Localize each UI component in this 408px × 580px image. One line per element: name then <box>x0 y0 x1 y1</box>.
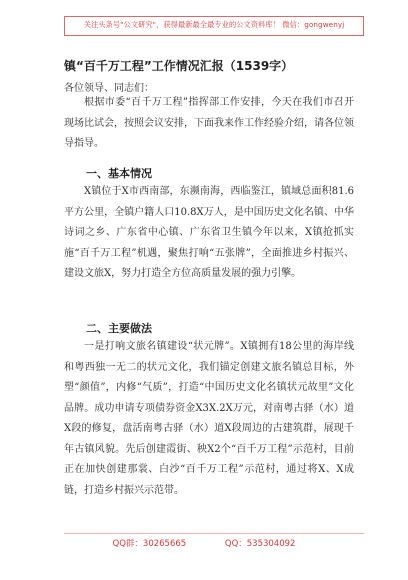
practices-paragraph: 一是打响文旅名镇建设“状元牌”。X镇拥有18公里的海岸线和粤西独一无二的状元文化，我们锚定创建文旅名镇总目标，外塑“颜值”，内修“气质”，打造“中国历史文化名镇状元故里”文化品牌。成功申请专项债券资金X3X.2X万元，对南粤古驿（水）道X段的修复，盘活南粤古驿（水）道X段周边的古建筑群，展现千年古镇风貌。先后创建霞街、秧X2个“百千万工程”示范村，目前正在加快创建那裳、白沙“百千万工程”示范村，通过将X、X成链，打造乡村振兴示范带。 <box>64 341 354 496</box>
footer-contacts <box>0 537 408 549</box>
header-banner-box <box>64 16 364 36</box>
footer-qq-number: QQ：535304092 <box>224 539 296 549</box>
greeting: 各位领导、同志们： <box>64 83 154 94</box>
header-banner-text: 关注头条号"公文研究"，获得最新最全最专业的公文资料库！ 微信：gongwenyj <box>83 20 345 29</box>
footer-divider <box>64 533 364 534</box>
footer-qq-group: QQ群：30265665 <box>112 539 187 549</box>
basic-info-paragraph: X镇位于X市西南部，东濒南海，西临鉴江，镇域总面积81.6平方公里，全镇户籍人口10.8X万人，是中国历史文化名镇、中华诗词之乡、广东省中心镇、广东省卫生镇今年以来，X镇抢抓实施“百千万工程”机遇，聚焦打响“五张牌”，全面推进乡村振兴、建设文旅X，努力打造全方位高质量发展的强力引擎。 <box>64 186 354 279</box>
document-title: 镇“百千万工程”工作情况汇报（1539字） <box>64 59 294 73</box>
section-heading-practices: 二、主要做法 <box>86 322 152 335</box>
intro-paragraph: 根据市委“百千万工程”指挥部工作安排，今天在我们市召开现场比试会，按照会议安排，下面我来作工作经验介绍，请各位领导指导。 <box>64 97 354 149</box>
section-heading-basic: 一、基本情况 <box>86 167 152 180</box>
